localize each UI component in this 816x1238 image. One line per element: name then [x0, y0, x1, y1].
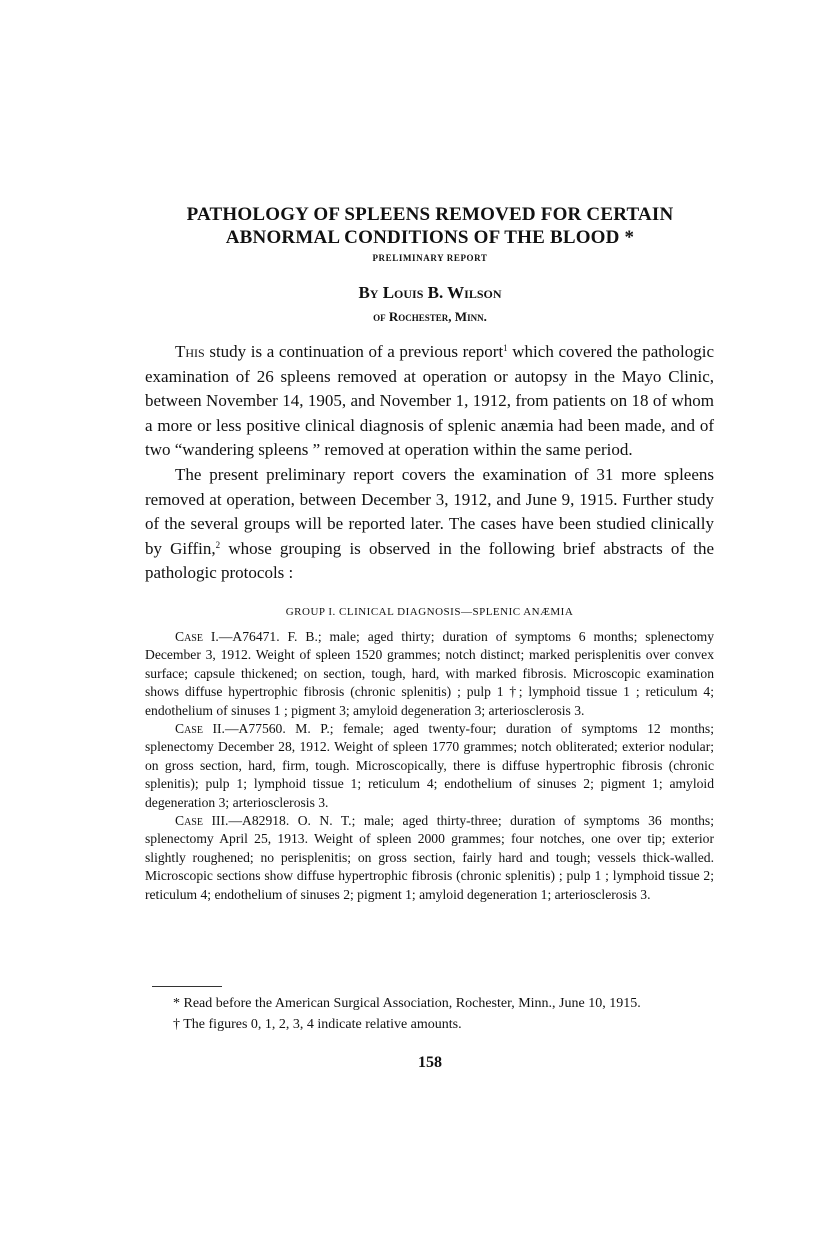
case-label: Case III. [175, 813, 229, 829]
page-number: 158 [418, 1054, 442, 1071]
author-byline: By Louis B. Wilson [358, 283, 502, 302]
paragraph-2-text-a: The present preliminary report covers the examination of 31 more spleens removed at operation, between December 3, 1912, and June 9, 1915. Further study of the several groups will be reported later. The cases have been studied clinically by Giffin, [145, 464, 714, 558]
body-text [145, 340, 714, 586]
title-line-2 [100, 226, 760, 249]
article-title [100, 203, 760, 249]
reference-2: 2 [215, 539, 221, 550]
footnote-item: † The figures 0, 1, 2, 3, 4 indicate relative amounts. [173, 1016, 462, 1032]
case-list [145, 628, 714, 904]
paragraph-1-lead: This [175, 342, 205, 361]
group-heading: GROUP I. CLINICAL DIAGNOSIS—SPLENIC ANÆMIA [285, 606, 574, 618]
title-line-1: PATHOLOGY OF SPLEENS REMOVED FOR CERTAIN [186, 204, 674, 225]
paragraph-1-text-b: which covered the pathologic examination of 26 spleens removed at operation or autopsy in the Mayo Clinic, between November 14, 1905, and November 1, 1912, from patients on 18 of whom a more or less positive clinical diagnosis of splenic anæmia had been made, and of two “wandering spleens ” removed at operation within the same period. [145, 342, 714, 460]
footnote-divider [152, 986, 222, 987]
footnote-item: * Read before the American Surgical Association, Rochester, Minn., June 10, 1915. [173, 996, 641, 1011]
case-item [145, 720, 714, 812]
paragraph-1 [145, 340, 714, 463]
author-location: of Rochester, Minn. [373, 309, 487, 324]
case-text: —A76471. F. B.; male; aged thirty; duration of symptoms 6 months; splenectomy December 3, 1912. Weight of spleen 1520 grammes; notch distinct; marked perisplenitis over convex surface; capsule thickened; on section, tough, hard, with marked fibrosis. Microscopic examination shows diffuse hypertrophic fibrosis (chronic splenitis) ; pulp 1 †; lymphoid tissue 1 ; reticulum 4; endothelium of sinuses 1 ; pigment 3; amyloid degeneration 3; arteriosclerosis 3. [145, 629, 714, 718]
case-item [145, 812, 714, 904]
reference-1: 1 [503, 343, 508, 353]
footnotes [145, 994, 714, 1035]
article-subtitle: PRELIMINARY REPORT [372, 253, 488, 263]
paragraph-2 [145, 463, 714, 586]
case-label: Case I. [175, 629, 219, 644]
case-label: Case II. [175, 721, 225, 737]
title-footnote-mark: * [619, 227, 635, 248]
paragraph-1-text-a: study is a continuation of a previous report [204, 342, 504, 361]
title-line-2-text: ABNORMAL CONDITIONS OF THE BLOOD [225, 227, 620, 248]
paragraph-2-text-b: whose grouping is observed in the following brief abstracts of the pathologic protocols : [145, 538, 714, 583]
case-text: —A82918. O. N. T.; male; aged thirty-three; duration of symptoms 36 months; splenectomy April 25, 1913. Weight of spleen 2000 grammes; four notches, one over tip; exterior slightly roughened; no perisplenitis; on gross section, fairly hard and tough; vessels thick-walled. Microscopic sections show diffuse hypertrophic fibrosis (chronic splenitis) ; pulp 1 ; lymphoid tissue 2; reticulum 4; endothelium of sinuses 2; pigment 1; amyloid degeneration 1; arteriosclerosis 3. [145, 813, 714, 902]
case-item [145, 628, 714, 720]
case-text: —A77560. M. P.; female; aged twenty-four; duration of symptoms 12 months; splenectomy December 28, 1912. Weight of spleen 1770 grammes; notch obliterated; exterior nodular; on gross section, hard, firm, tough. Microscopically, there is diffuse hypertrophic fibrosis (chronic splenitis); pulp 1; lymphoid tissue 1; reticulum 4; endothelium of sinuses 2; pigment 1; amyloid degeneration 3; arteriosclerosis 3. [145, 721, 714, 810]
